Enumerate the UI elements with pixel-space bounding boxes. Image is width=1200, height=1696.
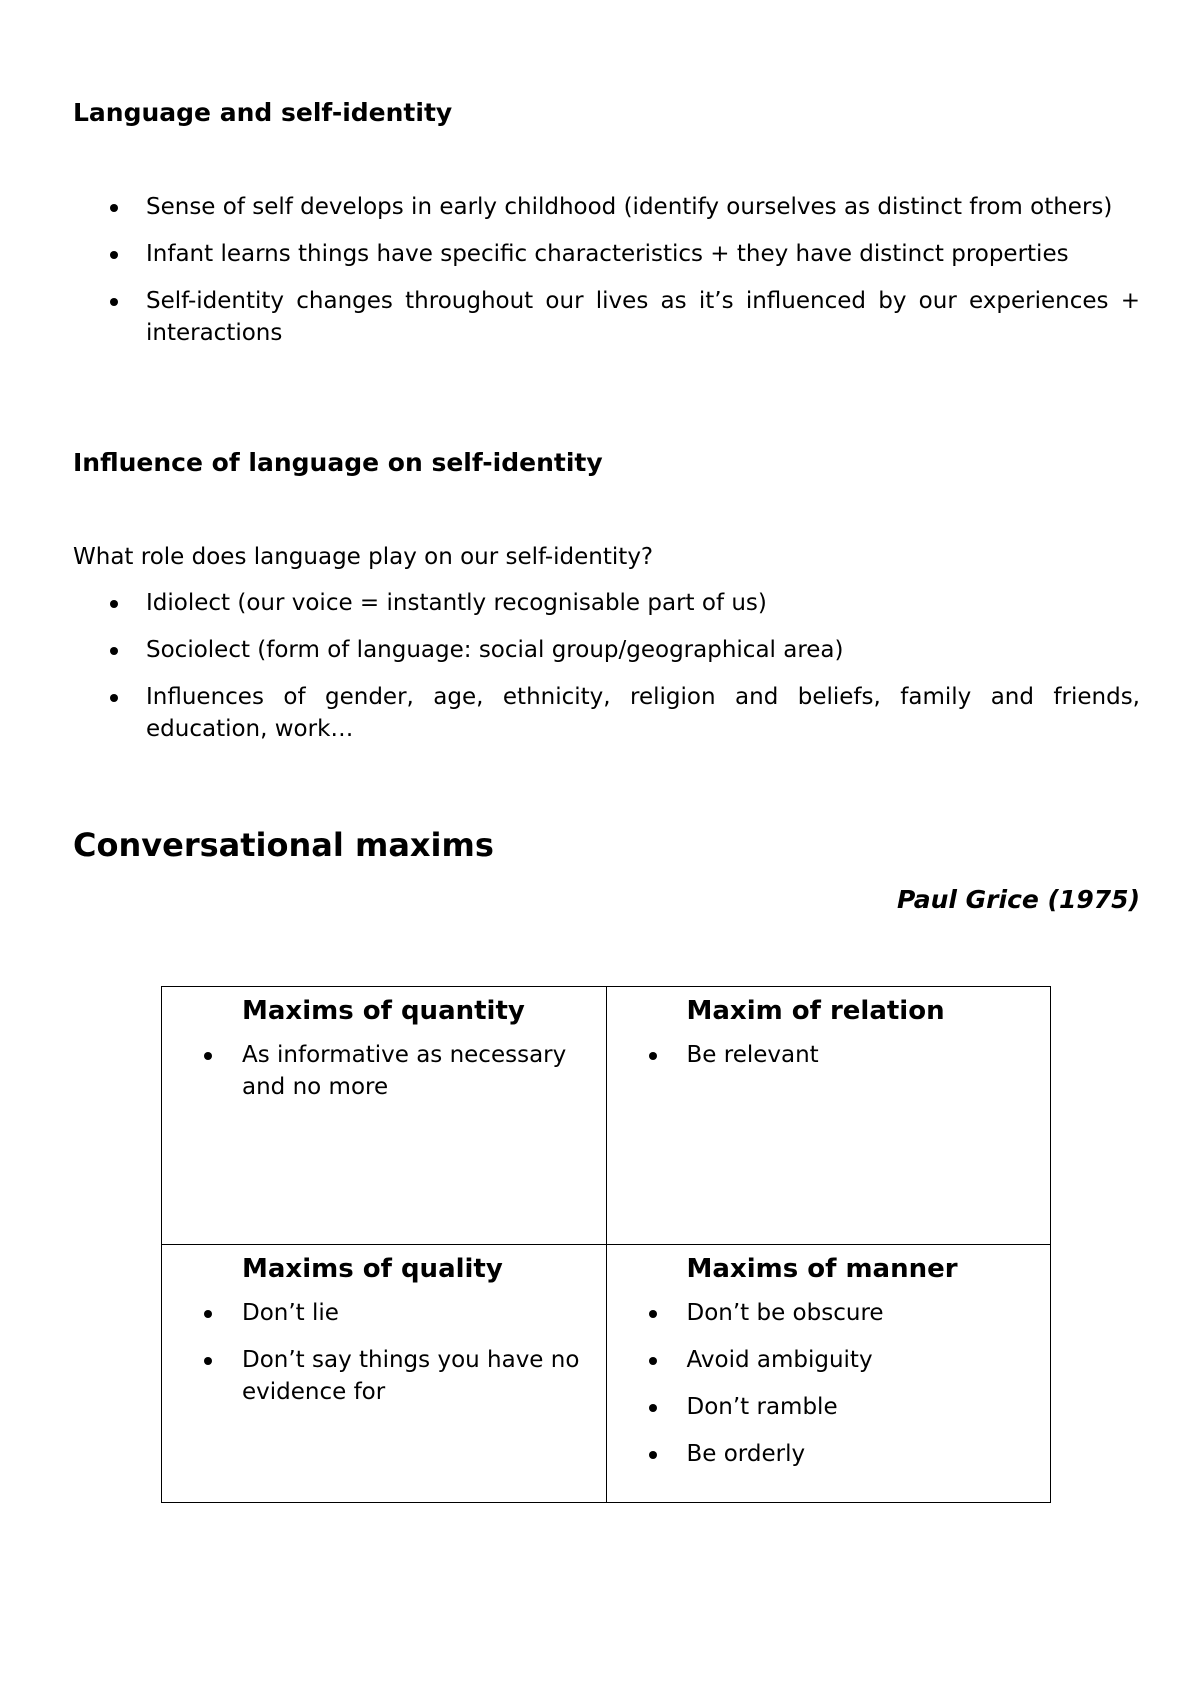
bullet-icon [204, 1052, 212, 1060]
list-item: Sociolect (form of language: social group/geographical area) [73, 634, 1140, 666]
list-item: Don’t say things you have no evidence for [162, 1344, 606, 1408]
bullet-icon [110, 600, 118, 608]
bullet-icon [110, 647, 118, 655]
bullet-icon [110, 204, 118, 212]
list-item: Idiolect (our voice = instantly recognisable part of us) [73, 587, 1140, 619]
bullet-icon [649, 1310, 657, 1318]
maxims-table [161, 986, 1051, 1503]
bullet-icon [204, 1357, 212, 1365]
self-identity-bullet-list [73, 191, 1140, 364]
bullet-icon [110, 694, 118, 702]
question-text: What role does language play on our self-identity? [73, 544, 654, 570]
list-item: Self-identity changes throughout our lives as it’s influenced by our experiences + interactions [73, 285, 1140, 349]
cell-title: Maxims of quantity [242, 996, 525, 1026]
cell-title: Maxims of manner [686, 1254, 958, 1284]
list-item: Don’t ramble [607, 1391, 1051, 1423]
cell-title: Maxim of relation [686, 996, 945, 1026]
bullet-icon [649, 1404, 657, 1412]
list-item: Be orderly [607, 1438, 1051, 1470]
maxims-quality-cell [162, 1245, 607, 1503]
list-item: As informative as necessary and no more [162, 1039, 606, 1103]
bullet-icon [204, 1310, 212, 1318]
table-row [162, 987, 1051, 1245]
maxims-quantity-cell [162, 987, 607, 1245]
list-item: Avoid ambiguity [607, 1344, 1051, 1376]
bullet-icon [110, 298, 118, 306]
influence-bullet-list [73, 587, 1140, 760]
bullet-icon [649, 1357, 657, 1365]
bullet-icon [649, 1451, 657, 1459]
list-item: Infant learns things have specific characteristics + they have distinct properties [73, 238, 1140, 270]
cell-list [162, 1039, 606, 1103]
list-item: Sense of self develops in early childhood (identify ourselves as distinct from others) [73, 191, 1140, 223]
cell-title: Maxims of quality [242, 1254, 503, 1284]
cell-list [607, 1039, 1051, 1071]
bullet-icon [110, 251, 118, 259]
list-item: Don’t be obscure [607, 1297, 1051, 1329]
table-row [162, 1245, 1051, 1503]
bullet-icon [649, 1052, 657, 1060]
list-item: Don’t lie [162, 1297, 606, 1329]
cell-list [162, 1297, 606, 1408]
cell-list [607, 1297, 1051, 1470]
maxim-relation-cell [606, 987, 1051, 1245]
attribution-text: Paul Grice (1975) [897, 885, 1140, 914]
section-heading-influence-of-language: Influence of language on self-identity [73, 448, 603, 477]
list-item: Influences of gender, age, ethnicity, religion and beliefs, family and friends, education, work… [73, 681, 1140, 745]
list-item: Be relevant [607, 1039, 1051, 1071]
maxims-manner-cell [606, 1245, 1051, 1503]
section-heading-conversational-maxims: Conversational maxims [73, 826, 494, 864]
section-heading-language-self-identity: Language and self-identity [73, 98, 453, 127]
